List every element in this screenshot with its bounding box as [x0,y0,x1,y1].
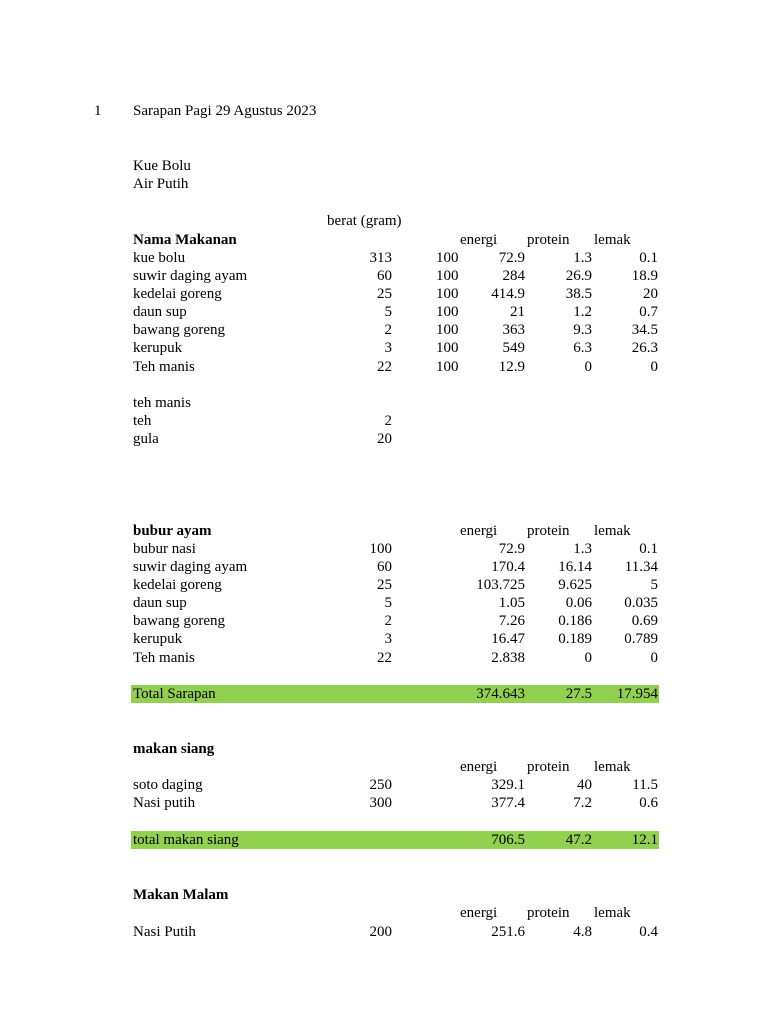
food-name: daun sup [133,595,187,611]
food-protein: 16.14 [558,559,592,575]
food-lemak: 0.69 [631,613,658,629]
food-name: Nasi Putih [133,924,196,940]
section-title: makan siang [133,741,215,757]
weight-header: berat (gram) [327,213,402,229]
food-lemak: 0.7 [639,304,658,320]
total-label: total makan siang [133,832,239,848]
food-weight: 2 [384,322,392,338]
col-header-protein: protein [527,523,570,539]
col-header-lemak: lemak [594,232,631,248]
food-weight: 100 [369,541,392,557]
food-lemak: 0.6 [639,795,658,811]
col-header-energi: energi [460,523,498,539]
food-lemak: 0.4 [639,924,658,940]
food-lemak: 0.035 [624,595,658,611]
food-protein: 7.2 [573,795,592,811]
col-header-protein: protein [527,232,570,248]
col-header-protein: protein [527,905,570,921]
food-name: soto daging [133,777,203,793]
food-energi: 12.9 [498,359,525,375]
food-energi: 284 [502,268,525,284]
food-weight: 25 [377,286,392,302]
total-label: Total Sarapan [133,686,216,702]
food-protein: 38.5 [565,286,592,302]
food-lemak: 0.1 [639,250,658,266]
food-protein: 1.3 [573,541,592,557]
food-lemak: 0 [650,650,658,666]
food-lemak: 34.5 [631,322,658,338]
total-protein: 47.2 [565,832,592,848]
food-energi: 103.725 [476,577,525,593]
total-lemak: 17.954 [616,686,658,702]
food-energi: 363 [502,322,525,338]
food-name: kue bolu [133,250,186,266]
food-lemak: 0.1 [639,541,658,557]
food-per: 100 [436,286,459,302]
food-name: daun sup [133,304,187,320]
food-name: Nasi putih [133,795,196,811]
food-energi: 16.47 [491,631,525,647]
food-name: suwir daging ayam [133,559,248,575]
food-protein: 0 [584,359,592,375]
food-weight: 22 [377,359,392,375]
total-energi: 374.643 [476,686,525,702]
food-energi: 329.1 [491,777,525,793]
food-name: kerupuk [133,631,183,647]
food-name: gula [133,431,159,447]
food-name: teh [133,413,152,429]
col-header-protein: protein [527,759,570,775]
col-header-lemak: lemak [594,523,631,539]
food-energi: 170.4 [491,559,525,575]
food-energi: 377.4 [491,795,525,811]
food-weight: 2 [384,613,392,629]
food-lemak: 11.5 [632,777,658,793]
col-header-lemak: lemak [594,759,631,775]
food-protein: 0.189 [558,631,592,647]
food-protein: 9.3 [573,322,592,338]
food-protein: 4.8 [573,924,592,940]
food-lemak: 26.3 [631,340,658,356]
food-lemak: 11.34 [624,559,658,575]
food-protein: 0.06 [565,595,592,611]
food-per: 100 [436,340,459,356]
food-protein: 6.3 [573,340,592,356]
food-weight: 5 [384,304,392,320]
food-weight: 2 [384,413,392,429]
food-protein: 40 [577,777,592,793]
food-name: bawang goreng [133,613,226,629]
food-lemak: 18.9 [631,268,658,284]
col-header-lemak: lemak [594,905,631,921]
total-energi: 706.5 [491,832,525,848]
food-protein: 9.625 [558,577,592,593]
food-weight: 60 [377,559,392,575]
food-energi: 251.6 [491,924,525,940]
food-energi: 1.05 [498,595,525,611]
food-weight: 22 [377,650,392,666]
food-protein: 26.9 [565,268,592,284]
food-protein: 1.3 [573,250,592,266]
food-lemak: 0 [650,359,658,375]
food-name: bawang goreng [133,322,226,338]
food-name: kerupuk [133,340,183,356]
food-weight: 3 [384,340,392,356]
food-per: 100 [436,268,459,284]
food-per: 100 [436,250,459,266]
col-header-energi: energi [460,759,498,775]
food-name: Teh manis [133,650,195,666]
food-weight: 20 [377,431,392,447]
food-weight: 300 [369,795,392,811]
food-per: 100 [436,359,459,375]
food-energi: 72.9 [498,250,525,266]
food-protein: 0 [584,650,592,666]
food-weight: 60 [377,268,392,284]
section-title: Makan Malam [133,887,229,903]
food-per: 100 [436,322,459,338]
menu-item: Air Putih [133,176,189,192]
food-lemak: 0.789 [624,631,658,647]
food-energi: 21 [510,304,525,320]
food-weight: 250 [369,777,392,793]
section-title: bubur ayam [133,523,212,539]
col-header-energi: energi [460,905,498,921]
food-per: 100 [436,304,459,320]
food-name: bubur nasi [133,541,196,557]
food-weight: 5 [384,595,392,611]
page-number: 1 [94,103,102,119]
food-name: suwir daging ayam [133,268,248,284]
food-energi: 7.26 [498,613,525,629]
food-weight: 3 [384,631,392,647]
food-name: kedelai goreng [133,577,222,593]
total-lemak: 12.1 [631,832,658,848]
section-title: Nama Makanan [133,232,237,248]
menu-item: Kue Bolu [133,158,191,174]
food-weight: 313 [369,250,392,266]
food-weight: 25 [377,577,392,593]
food-lemak: 5 [650,577,658,593]
page-title: Sarapan Pagi 29 Agustus 2023 [133,103,317,119]
food-name: Teh manis [133,359,195,375]
food-energi: 414.9 [491,286,525,302]
food-weight: 200 [369,924,392,940]
food-energi: 2.838 [491,650,525,666]
col-header-energi: energi [460,232,498,248]
subsection-title: teh manis [133,395,191,411]
food-protein: 0.186 [558,613,592,629]
food-lemak: 20 [643,286,658,302]
food-protein: 1.2 [573,304,592,320]
food-energi: 72.9 [498,541,525,557]
food-energi: 549 [502,340,525,356]
food-name: kedelai goreng [133,286,222,302]
total-protein: 27.5 [565,686,592,702]
